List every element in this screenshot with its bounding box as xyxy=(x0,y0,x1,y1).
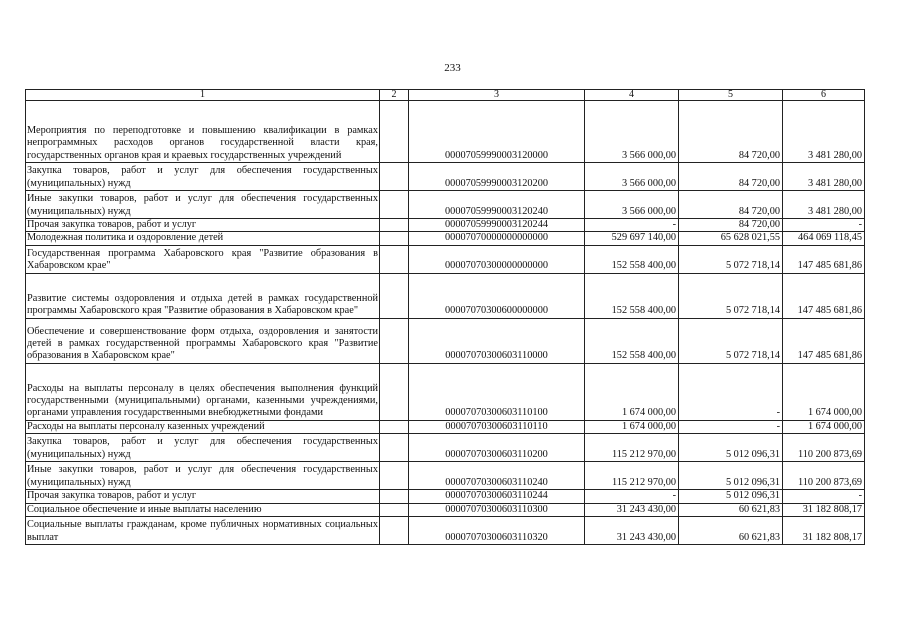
row-col2 xyxy=(380,219,409,232)
row-name: Социальные выплаты гражданам, кроме публичных нормативных социальных выплат xyxy=(26,517,380,545)
row-name: Развитие системы оздоровления и отдыха детей в рамках государственной программы Хабаровского края "Развитие образования в Хабаровском крае" xyxy=(26,273,380,318)
row-value-executed: 84 720,00 xyxy=(679,101,783,163)
row-value-remaining: 464 069 118,45 xyxy=(783,232,865,245)
row-value-planned: 3 566 000,00 xyxy=(585,191,679,219)
row-value-executed: 60 621,83 xyxy=(679,503,783,516)
row-col2 xyxy=(380,318,409,363)
row-value-planned: 3 566 000,00 xyxy=(585,101,679,163)
row-value-remaining: 31 182 808,17 xyxy=(783,503,865,516)
row-name: Закупка товаров, работ и услуг для обеспечения государственных (муниципальных) нужд xyxy=(26,434,380,462)
row-col2 xyxy=(380,517,409,545)
table-row xyxy=(26,219,865,232)
row-value-remaining: 110 200 873,69 xyxy=(783,462,865,490)
row-value-executed: 5 012 096,31 xyxy=(679,434,783,462)
row-col2 xyxy=(380,163,409,191)
row-value-planned: - xyxy=(585,490,679,503)
table-row xyxy=(26,434,865,462)
row-code: 00007070300603110320 xyxy=(409,517,585,545)
row-value-planned: 529 697 140,00 xyxy=(585,232,679,245)
row-code: 00007070300603110110 xyxy=(409,420,585,433)
table-row xyxy=(26,232,865,245)
row-code: 00007059990003120000 xyxy=(409,101,585,163)
row-value-executed: 5 072 718,14 xyxy=(679,318,783,363)
row-col2 xyxy=(380,503,409,516)
row-name: Обеспечение и совершенствование форм отдыха, оздоровления и занятости детей в рамках государственной программы Хабаровского края "Развитие образования в Хабаровском крае" xyxy=(26,318,380,363)
row-value-remaining: 147 485 681,86 xyxy=(783,318,865,363)
row-value-planned: 152 558 400,00 xyxy=(585,318,679,363)
row-code: 00007059990003120240 xyxy=(409,191,585,219)
row-col2 xyxy=(380,232,409,245)
row-value-planned: 152 558 400,00 xyxy=(585,245,679,273)
row-name: Закупка товаров, работ и услуг для обеспечения государственных (муниципальных) нужд xyxy=(26,163,380,191)
row-code: 00007070300603110300 xyxy=(409,503,585,516)
row-value-executed: 84 720,00 xyxy=(679,163,783,191)
row-value-remaining: 3 481 280,00 xyxy=(783,163,865,191)
row-col2 xyxy=(380,245,409,273)
table-row xyxy=(26,245,865,273)
row-value-planned: 1 674 000,00 xyxy=(585,420,679,433)
row-code: 00007070300600000000 xyxy=(409,273,585,318)
row-code: 00007070000000000000 xyxy=(409,232,585,245)
row-name: Прочая закупка товаров, работ и услуг xyxy=(26,490,380,503)
row-value-executed: - xyxy=(679,420,783,433)
table-row xyxy=(26,503,865,516)
row-col2 xyxy=(380,273,409,318)
row-name: Иные закупки товаров, работ и услуг для обеспечения государственных (муниципальных) нужд xyxy=(26,462,380,490)
row-value-remaining: 31 182 808,17 xyxy=(783,517,865,545)
row-value-planned: 1 674 000,00 xyxy=(585,363,679,420)
row-value-remaining: 110 200 873,69 xyxy=(783,434,865,462)
row-value-remaining: - xyxy=(783,219,865,232)
row-code: 00007059990003120200 xyxy=(409,163,585,191)
row-value-remaining: 147 485 681,86 xyxy=(783,273,865,318)
row-value-planned: 152 558 400,00 xyxy=(585,273,679,318)
row-code: 00007070300000000000 xyxy=(409,245,585,273)
header-cell-3: 3 xyxy=(409,90,585,101)
row-col2 xyxy=(380,191,409,219)
row-value-planned: 115 212 970,00 xyxy=(585,434,679,462)
row-col2 xyxy=(380,420,409,433)
table-row xyxy=(26,318,865,363)
row-value-planned: 115 212 970,00 xyxy=(585,462,679,490)
row-value-planned: 3 566 000,00 xyxy=(585,163,679,191)
row-value-remaining: - xyxy=(783,490,865,503)
header-cell-5: 5 xyxy=(679,90,783,101)
header-cell-1: 1 xyxy=(26,90,380,101)
table-row xyxy=(26,363,865,420)
header-cell-6: 6 xyxy=(783,90,865,101)
row-value-executed: 84 720,00 xyxy=(679,191,783,219)
row-name: Социальное обеспечение и иные выплаты населению xyxy=(26,503,380,516)
header-cell-2: 2 xyxy=(380,90,409,101)
row-value-remaining: 1 674 000,00 xyxy=(783,363,865,420)
row-name: Расходы на выплаты персоналу казенных учреждений xyxy=(26,420,380,433)
header-cell-4: 4 xyxy=(585,90,679,101)
table-row xyxy=(26,517,865,545)
row-name: Иные закупки товаров, работ и услуг для обеспечения государственных (муниципальных) нужд xyxy=(26,191,380,219)
row-code: 00007070300603110200 xyxy=(409,434,585,462)
row-value-executed: 5 012 096,31 xyxy=(679,462,783,490)
row-value-planned: - xyxy=(585,219,679,232)
row-value-executed: 5 072 718,14 xyxy=(679,245,783,273)
row-name: Государственная программа Хабаровского края "Развитие образования в Хабаровском крае" xyxy=(26,245,380,273)
row-col2 xyxy=(380,363,409,420)
row-name: Мероприятия по переподготовке и повышению квалификации в рамках непрограммных расходов органов государственной власти края, государственных органов края и краевых государственных учреждений xyxy=(26,101,380,163)
row-value-remaining: 1 674 000,00 xyxy=(783,420,865,433)
row-col2 xyxy=(380,490,409,503)
row-name: Расходы на выплаты персоналу в целях обеспечения выполнения функций государственными (муниципальными) органами, казенными учреждениями, органами управления государственными внебюджетными фондами xyxy=(26,363,380,420)
header-row xyxy=(26,90,865,101)
table-row xyxy=(26,101,865,163)
row-value-executed: 5 012 096,31 xyxy=(679,490,783,503)
row-value-planned: 31 243 430,00 xyxy=(585,503,679,516)
row-code: 00007070300603110100 xyxy=(409,363,585,420)
table-row xyxy=(26,273,865,318)
row-value-executed: - xyxy=(679,363,783,420)
row-col2 xyxy=(380,434,409,462)
row-value-executed: 84 720,00 xyxy=(679,219,783,232)
row-value-executed: 60 621,83 xyxy=(679,517,783,545)
row-value-remaining: 3 481 280,00 xyxy=(783,101,865,163)
table-row xyxy=(26,163,865,191)
table-row xyxy=(26,420,865,433)
row-code: 00007070300603110000 xyxy=(409,318,585,363)
row-value-planned: 31 243 430,00 xyxy=(585,517,679,545)
row-value-remaining: 3 481 280,00 xyxy=(783,191,865,219)
row-col2 xyxy=(380,101,409,163)
row-name: Молодежная политика и оздоровление детей xyxy=(26,232,380,245)
table-row xyxy=(26,191,865,219)
table-row xyxy=(26,490,865,503)
row-col2 xyxy=(380,462,409,490)
row-code: 00007070300603110244 xyxy=(409,490,585,503)
table-row xyxy=(26,462,865,490)
page-number: 233 xyxy=(444,62,461,74)
row-code: 00007059990003120244 xyxy=(409,219,585,232)
row-name: Прочая закупка товаров, работ и услуг xyxy=(26,219,380,232)
row-value-executed: 5 072 718,14 xyxy=(679,273,783,318)
budget-table xyxy=(25,89,865,545)
row-code: 00007070300603110240 xyxy=(409,462,585,490)
row-value-executed: 65 628 021,55 xyxy=(679,232,783,245)
row-value-remaining: 147 485 681,86 xyxy=(783,245,865,273)
